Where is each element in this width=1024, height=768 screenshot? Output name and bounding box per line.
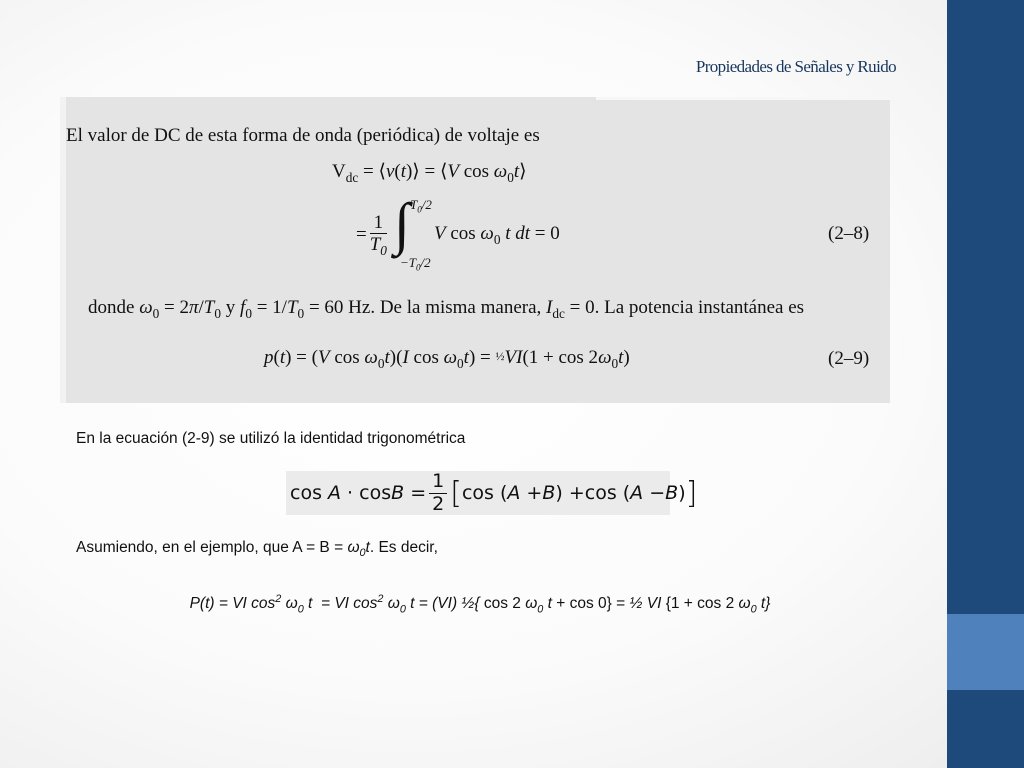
integral-upper-limit: $T_0/2$ — [409, 197, 432, 215]
identity-fraction-den: 2 — [432, 492, 445, 515]
sidebar-decoration — [947, 0, 1024, 768]
scan-top-edge — [596, 97, 890, 100]
equation-number-2-8: (2–8) — [828, 223, 870, 244]
vdc-equation: $V_{dc}$ = ⟨v(t)⟩ = ⟨V $\cos \omega_0t⟩$ — [332, 161, 527, 185]
identity-right-side: cos (A +B) +cos (A −B) — [461, 482, 686, 504]
identity-fraction-num: 1 — [429, 471, 447, 494]
scan-intro-line: El valor de DC de esta forma de onda (periódica) de voltaje es — [66, 125, 540, 146]
left-bracket: [ — [450, 475, 462, 511]
integral-sign: ∫ $T_0/2$ $-T_0/2$ — [393, 191, 432, 273]
slide-title: Propiedades de Señales y Ruido — [695, 57, 896, 76]
scanned-book-excerpt — [60, 97, 890, 403]
assumption-text: Asumiendo, en el ejemplo, que $A = B = \omega_0t$. Es decir, — [76, 539, 438, 560]
identity-intro-text: En la ecuación (2-9) se utilizó la identidad trigonométrica — [76, 430, 466, 447]
sidebar-accent-band — [947, 614, 1024, 690]
final-power-equation: P(t) = VI $\cos^2 \omega_0$ t = VI $\cos^2 \omega_0$ t = (VI) ½{ cos 2 $\omega_0$ t + cos 0} = ½ VI {1 + cos 2 $\omega_0$ t} — [189, 593, 771, 616]
fraction-denominator: $T_0$ — [369, 234, 387, 259]
integral-equals: = — [356, 224, 367, 245]
integral-lower-limit: $-T_0/2$ — [399, 255, 431, 273]
scan-donde-line: donde $\omega_0 = 2\pi/T_0$ y $f_0 = 1/T_0 = 60$ Hz. De la misma manera, $I_{dc} = 0$. La potencia instantánea es — [88, 297, 805, 321]
trig-identity-image — [286, 469, 698, 515]
equation-number-2-9: (2–9) — [828, 348, 870, 369]
identity-half-fraction — [429, 471, 447, 516]
right-bracket: ] — [685, 475, 698, 511]
instant-power-equation: p(t) = (V $\cos \omega_0t)(I$ $\cos \omega_0t$) = ½VI(1 + $\cos 2\omega_0t$) — [264, 347, 630, 371]
integral-body: V $\cos \omega_0$ t dt = 0 — [433, 222, 560, 247]
identity-left-side: cos A · cosB = — [290, 482, 427, 504]
one-over-t0-fraction — [370, 212, 387, 259]
fraction-numerator: 1 — [370, 212, 387, 235]
integral-equation — [356, 191, 560, 273]
